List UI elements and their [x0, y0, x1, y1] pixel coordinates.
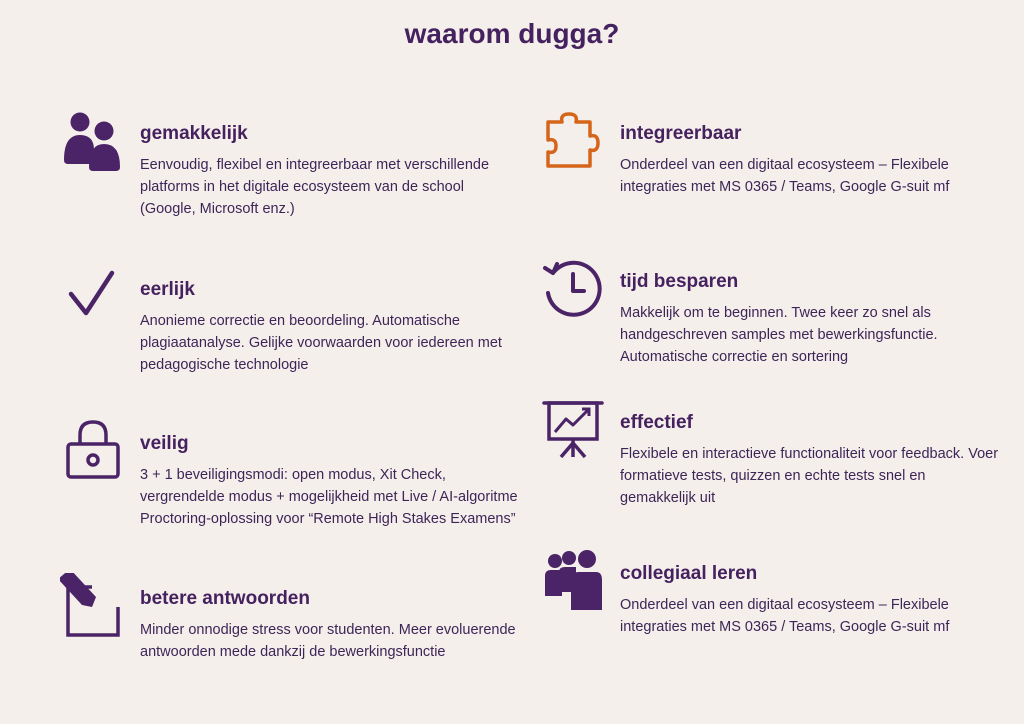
- feature-text: Makkelijk om te beginnen. Twee keer zo snel als handgeschreven samples met bewerkingsfunctie. Automatische correctie en sortering: [620, 305, 938, 365]
- feature-text: Onderdeel van een digitaal ecosysteem – Flexibele integraties met MS 0365 / Teams, Google G-suit mf: [620, 157, 950, 195]
- puzzle-icon: [540, 108, 606, 174]
- clock-icon: [540, 256, 606, 322]
- feature-text: Eenvoudig, flexibel en integreerbaar met verschillende platforms in het digitale ecosysteem van de school (Google, Microsoft enz.): [140, 157, 490, 217]
- feature-eerlijk: [140, 278, 520, 376]
- feature-gemakkelijk: [140, 122, 520, 220]
- feature-integreerbaar: [620, 122, 1000, 198]
- feature-tijd-besparen: [620, 270, 1000, 368]
- feature-title: effectief: [620, 412, 693, 433]
- feature-text: Minder onnodige stress voor studenten. Meer evoluerende antwoorden mede dankzij de bewerkingsfunctie: [140, 622, 516, 660]
- feature-text: Onderdeel van een digitaal ecosysteem – Flexibele integraties met MS 0365 / Teams, Google G-suit mf: [620, 597, 950, 635]
- feature-title: eerlijk: [140, 279, 195, 300]
- feature-title: integreerbaar: [620, 123, 742, 144]
- lock-icon: [60, 418, 126, 484]
- users-icon: [60, 108, 126, 174]
- feature-title: tijd besparen: [620, 271, 739, 292]
- group-icon: [540, 548, 606, 614]
- feature-text: Flexibele en interactieve functionaliteit voor feedback. Voer formatieve tests, quizzen en echte tests snel en gemakkelijk uit: [620, 446, 999, 506]
- feature-veilig: [140, 432, 520, 530]
- edit-icon: [60, 573, 126, 639]
- feature-title: veilig: [140, 433, 189, 454]
- checkmark-icon: [60, 264, 126, 330]
- feature-text: Anonieme correctie en beoordeling. Automatische plagiaatanalyse. Gelijke voorwaarden voor iedereen met pedagogische technologie: [140, 313, 502, 373]
- feature-text: 3 + 1 beveiligingsmodi: open modus, Xit Check, vergrendelde modus + mogelijkheid met Live / AI-algoritme Proctoring-oplossing voor “Remote High Stakes Examens”: [140, 467, 518, 527]
- presentation-chart-icon: [540, 397, 606, 463]
- feature-betere-antwoorden: [140, 587, 520, 663]
- feature-effectief: [620, 411, 1000, 509]
- feature-collegiaal-leren: [620, 562, 1000, 638]
- page-title: waarom dugga?: [404, 18, 620, 49]
- feature-title: collegiaal leren: [620, 563, 758, 584]
- feature-title: betere antwoorden: [140, 588, 310, 609]
- feature-title: gemakkelijk: [140, 123, 248, 144]
